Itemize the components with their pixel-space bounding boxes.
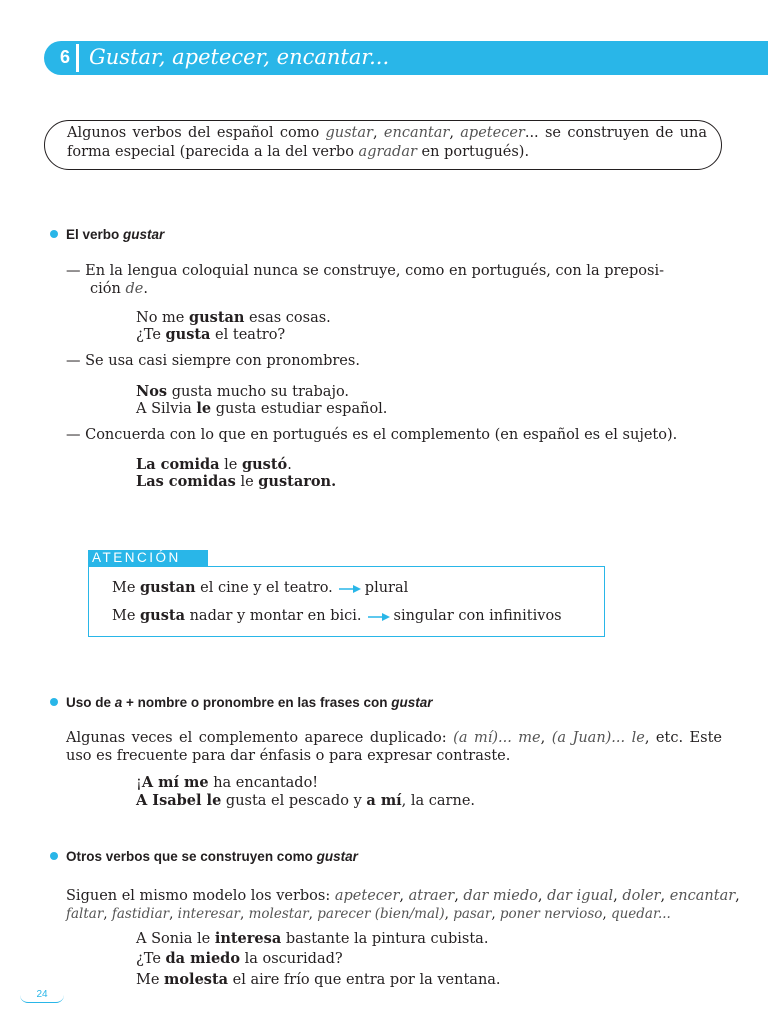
example-line: ¿Te da miedo la oscuridad? <box>136 950 343 967</box>
example-line: ¡A mí me ha encantado! <box>136 774 319 791</box>
example-line: La comida le gustó. <box>136 456 292 473</box>
example-line: No me gustan esas cosas. <box>136 309 331 326</box>
example-line: A Sonia le interesa bastante la pintura cubista. <box>136 930 489 947</box>
example-line: Nos gusta mucho su trabajo. <box>136 383 350 400</box>
verb-list-line: Siguen el mismo modelo los verbos: apetecer, atraer, dar miedo, dar igual, doler, encantar, <box>66 888 740 904</box>
example-line: ¿Te gusta el teatro? <box>136 326 286 343</box>
arrow-right-icon <box>368 611 390 621</box>
intro-text: Algunos verbos del español como gustar, encantar, apetecer... se construyen de una forma especial (parecida a la del verbo agradar en portugués). <box>67 125 708 160</box>
atencion-line: Me gustan el cine y el teatro. plural <box>112 579 409 596</box>
section-title-uso-de-a: Uso de a + nombre o pronombre en las frases con gustar <box>66 695 433 710</box>
example-line: Las comidas le gustaron. <box>136 473 337 490</box>
page-number: 24 <box>20 988 64 1003</box>
section-bullet <box>50 230 58 238</box>
example-line: A Silvia le gusta estudiar español. <box>136 400 388 417</box>
chapter-number: 6 <box>60 47 71 67</box>
rule-2: — Se usa casi siempre con pronombres. <box>66 353 360 369</box>
chapter-title: Gustar, apetecer, encantar... <box>89 45 390 69</box>
explanation-paragraph: Algunas veces el complemento aparece duplicado: (a mí)... me, (a Juan)... le, etc. Este uso es frecuente para dar énfasis o para expresar contraste. <box>66 730 722 764</box>
atencion-box <box>88 566 605 637</box>
arrow-right-icon <box>339 583 361 593</box>
section-bullet <box>50 852 58 860</box>
example-line: A Isabel le gusta el pescado y a mí, la carne. <box>136 792 476 809</box>
atencion-line: Me gusta nadar y montar en bici. singular con infinitivos <box>112 607 562 624</box>
section-title-gustar: El verbo gustar <box>66 227 165 242</box>
example-line: Me molesta el aire frío que entra por la ventana. <box>136 971 501 988</box>
rule-1: — En la lengua coloquial nunca se construye, como en portugués, con la preposi- ción de. <box>66 263 664 297</box>
header-divider <box>76 44 79 72</box>
rule-3: — Concuerda con lo que en portugués es el complemento (en español es el sujeto). <box>66 427 678 443</box>
atencion-label: ATENCIÓN <box>88 550 208 566</box>
verb-list-line: faltar, fastidiar, interesar, molestar, parecer (bien/mal), pasar, poner nervioso, quedar... <box>66 906 671 922</box>
section-title-otros-verbos: Otros verbos que se construyen como gustar <box>66 849 358 864</box>
section-bullet <box>50 698 58 706</box>
